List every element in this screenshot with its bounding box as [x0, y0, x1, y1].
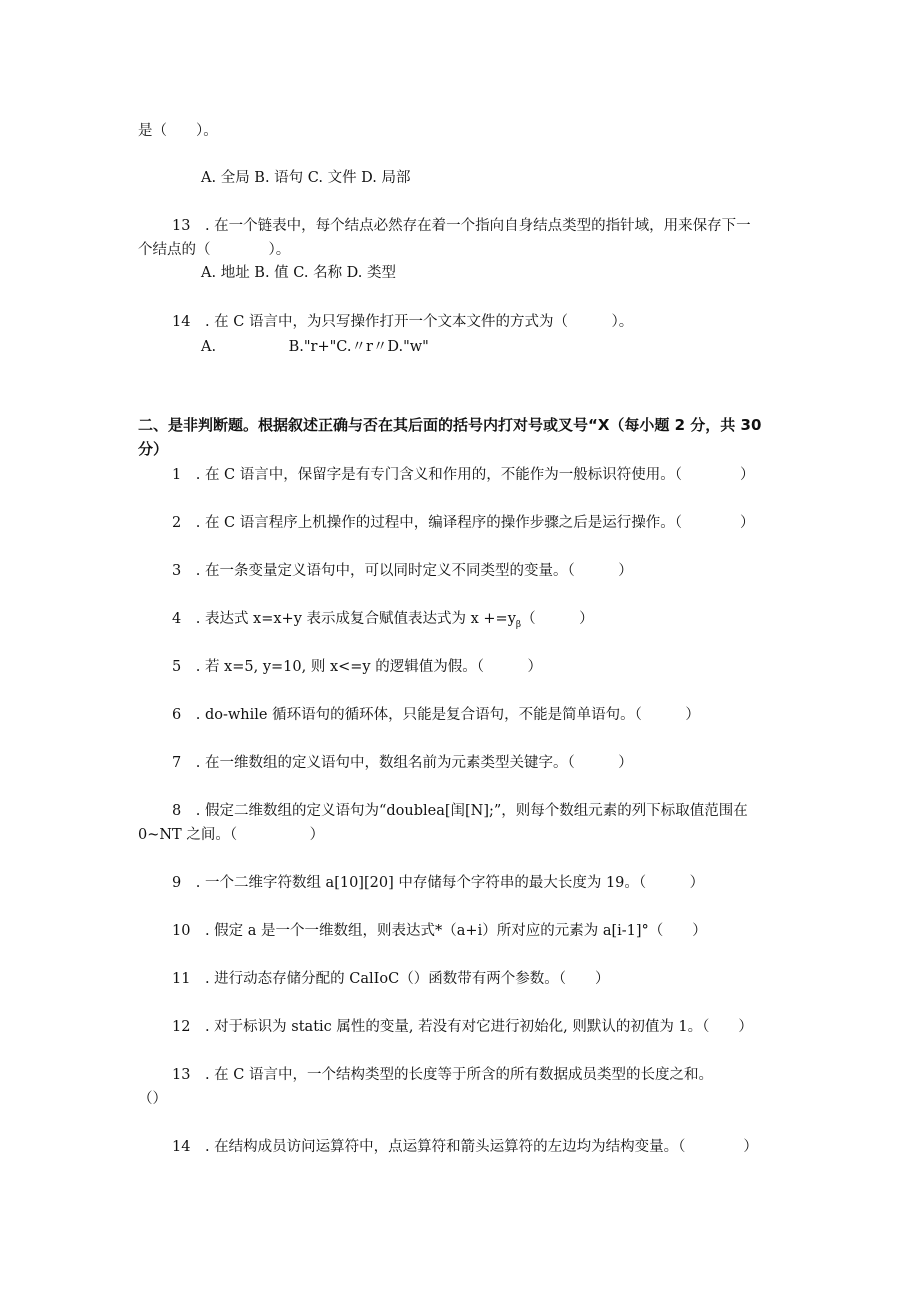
tf-question-14: 14 . 在结构成员访问运算符中，点运算符和箭头运算符的左边均为结构变量。（ ） — [172, 1139, 758, 1155]
q14-options: A. B."r+"C.〃r〃D."w" — [201, 339, 429, 355]
tf-question-2: 2 . 在 C 语言程序上机操作的过程中，编译程序的操作步骤之后是运行操作。（ ） — [172, 515, 755, 531]
tf-question-13-line1: 13 . 在 C 语言中，一个结构类型的长度等于所含的所有数据成员类型的长度之和。 — [172, 1067, 713, 1083]
tf-question-4 — [172, 609, 594, 635]
tf-question-10: 10 . 假定 a 是一个一维数组，则表达式*（a+i）所对应的元素为 a[i-1]°（ ） — [172, 923, 707, 939]
tf-question-12: 12 . 对于标识为 static 属性的变量, 若没有对它进行初始化, 则默认的初值为 1。（ ） — [172, 1019, 753, 1035]
tf-question-8-line2: 0~NT 之间。（ ） — [138, 827, 325, 843]
q13-stem-line1: 13 . 在一个链表中，每个结点必然存在着一个指向自身结点类型的指针域，用来保存下一 — [172, 218, 751, 234]
tf-question-13-line2: （） — [138, 1091, 167, 1107]
q13-stem-line2: 个结点的（ ）。 — [138, 242, 291, 258]
tf-question-1: 1 . 在 C 语言中，保留字是有专门含义和作用的，不能作为一般标识符使用。（ ） — [172, 467, 755, 483]
q13-options: A. 地址 B. 值 C. 名称 D. 类型 — [201, 265, 397, 281]
tf-question-7: 7 . 在一维数组的定义语句中，数组名前为元素类型关键字。（ ） — [172, 755, 633, 771]
tf-question-4-text: 4 . 表达式 x=x+y 表示成复合赋值表达式为 x +=y — [172, 611, 516, 627]
tf-question-4-bracket: （ ） — [521, 611, 594, 627]
section-heading-line2: 分） — [138, 440, 169, 458]
q14-stem: 14 . 在 C 语言中，为只写操作打开一个文本文件的方式为（ ）。 — [172, 314, 634, 330]
tf-question-5: 5 . 若 x=5, y=10, 则 x<=y 的逻辑值为假。（ ） — [172, 659, 542, 675]
tf-question-11: 11 . 进行动态存储分配的 CalIoC（）函数带有两个参数。（ ） — [172, 971, 610, 987]
tf-question-9: 9 . 一个二维字符数组 a[10][20] 中存储每个字符串的最大长度为 19。（ ） — [172, 875, 705, 891]
section-heading-line1: 二、是非判断题。根据叙述正确与否在其后面的括号内打对号或叉号“X（每小题 2 分，共 30 — [138, 416, 762, 434]
tf-question-6: 6 . do-while 循环语句的循环体，只能是复合语句，不能是简单语句。（ ） — [172, 707, 700, 723]
q12-options: A. 全局 B. 语句 C. 文件 D. 局部 — [201, 170, 411, 186]
tf-question-8-line1: 8 . 假定二维数组的定义语句为“doublea[闺[N];”，则每个数组元素的列下标取值范围在 — [172, 803, 748, 819]
tf-question-3: 3 . 在一条变量定义语句中，可以同时定义不同类型的变量。（ ） — [172, 563, 633, 579]
tf-question-4-subscript: β — [515, 619, 522, 630]
q12-stem-end: 是（ ）。 — [138, 123, 218, 139]
